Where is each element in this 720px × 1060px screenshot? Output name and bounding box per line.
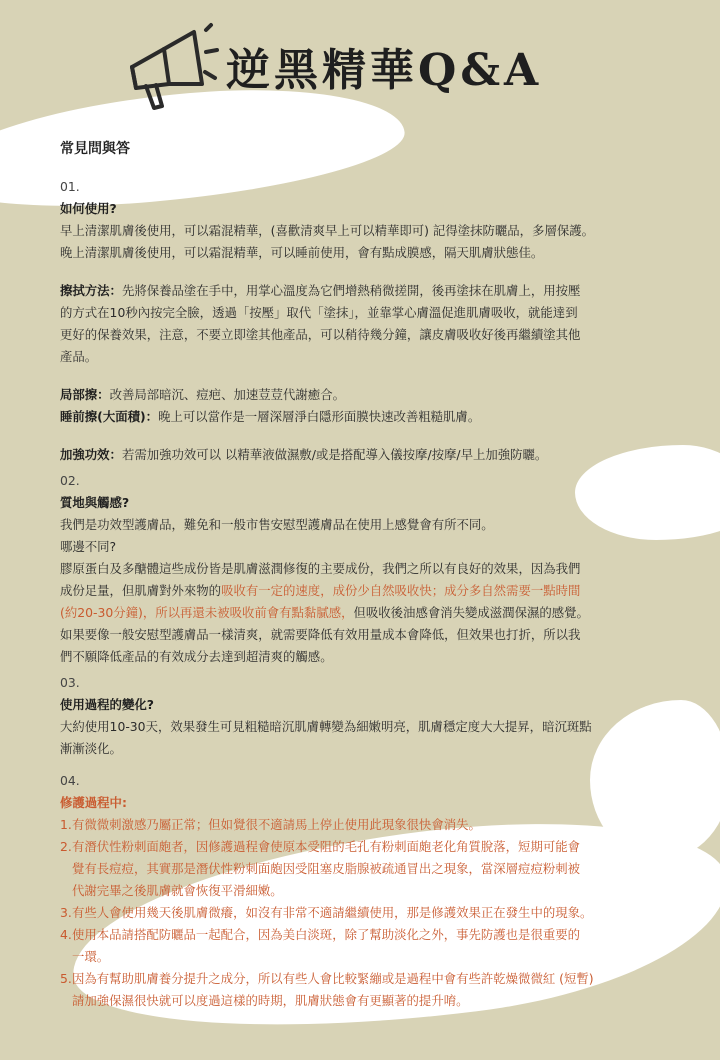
page-header xyxy=(118,22,638,122)
megaphone-icon xyxy=(118,22,223,117)
body-line: 們不願降低產品的有效成分去達到超清爽的觸感。 xyxy=(60,649,333,664)
list-line: 有潛伏性粉刺面皰者，因修護過程會使原本受阻的毛孔有粉刺面皰老化角質脫落，短期可能會 xyxy=(72,839,581,854)
body-line: 膠原蛋白及多醣體這些成份皆是肌膚滋潤修復的主要成份，我們之所以有良好的效果，因為我們 xyxy=(60,561,581,576)
list-item xyxy=(60,924,680,968)
list-line: 請加強保濕很快就可以度過這樣的時期，肌膚狀態會有更顯著的提升唷。 xyxy=(72,993,469,1008)
body-line: 漸漸淡化。 xyxy=(60,741,122,756)
list-index: 1. xyxy=(60,817,72,832)
section-number: 01. xyxy=(60,179,80,194)
list-item xyxy=(60,968,680,1012)
local-paragraph xyxy=(60,384,680,406)
list-line: 覺有長痘痘，其實那是潛伏性粉刺面皰因受阻塞皮脂腺被疏通冒出之現象，當深層痘痘粉刺被 xyxy=(72,861,581,876)
list-index: 5. xyxy=(60,971,72,986)
method-line: 的方式在10秒內按完全臉，透過「按壓」取代「塗抹」，並靠掌心膚溫促進肌膚吸收，就能達到 xyxy=(60,305,578,320)
boost-label: 加強功效： xyxy=(60,447,122,462)
list-line: 使用本品請搭配防曬品一起配合，因為美白淡斑，除了幫助淡化之外，事先防護也是很重要的 xyxy=(72,927,581,942)
list-text xyxy=(72,924,680,968)
section-title: 修護過程中: xyxy=(60,795,127,810)
spacer xyxy=(60,428,680,444)
list-text xyxy=(72,968,680,1012)
body-text: 成份足量，但肌膚對外來物的 xyxy=(60,583,222,598)
method-line: 更好的保養效果，注意，不要立即塗其他產品，可以稍待幾分鐘，讓皮膚吸收好後再繼續塗其他 xyxy=(60,327,581,342)
list-index: 2. xyxy=(60,839,72,854)
highlight-text: (約20-30分鐘)，所以再還未被吸收前會有點黏膩感， xyxy=(60,605,354,620)
body-line: 大約使用10-30天，效果發生可見粗糙暗沉肌膚轉變為細嫩明亮，肌膚穩定度大大提昇，暗沉斑點 xyxy=(60,719,592,734)
section-02 xyxy=(60,470,680,668)
spacer xyxy=(60,368,680,384)
section-question: 如何使用? xyxy=(60,201,117,216)
highlight-text: 吸收有一定的速度，成份少自然吸收快；成分多自然需要一點時間 xyxy=(221,583,581,598)
list-text xyxy=(72,902,680,924)
list-item xyxy=(60,814,680,836)
local-label: 局部擦： xyxy=(60,387,110,402)
list-line: 一環。 xyxy=(72,949,110,964)
body-line: 晚上清潔肌膚後使用，可以霜混精華，可以睡前使用，會有點成膜感，隔天肌膚狀態佳。 xyxy=(60,245,544,260)
section-question: 使用過程的變化? xyxy=(60,697,154,712)
list-text xyxy=(72,814,680,836)
night-label: 睡前擦(大面積)： xyxy=(60,409,159,424)
list-line: 代謝完畢之後肌膚就會恢復平滑細嫩。 xyxy=(72,883,283,898)
section-number: 02. xyxy=(60,473,80,488)
section-question: 質地與觸感? xyxy=(60,495,130,510)
section-number: 03. xyxy=(60,675,80,690)
night-text: 晚上可以當作是一層深層淨白隱形面膜快速改善粗糙肌膚。 xyxy=(158,409,481,424)
boost-text: 若需加強功效可以 以精華液做濕敷/或是搭配導入儀按摩/按摩/早上加強防曬。 xyxy=(121,447,548,462)
method-paragraph xyxy=(60,280,680,368)
method-line: 產品。 xyxy=(60,349,98,364)
list-line: 有微微刺激感乃屬正常；但如覺很不適請馬上停止使用此現象很快會消失。 xyxy=(72,817,481,832)
section-03 xyxy=(60,672,680,760)
body-line: 早上清潔肌膚後使用，可以霜混精華，(喜歡清爽早上可以精華即可) 記得塗抹防曬品，多層保護。 xyxy=(60,223,595,238)
section-number: 04. xyxy=(60,773,80,788)
mixed-line xyxy=(60,580,680,602)
method-line: 先將保養品塗在手中，用掌心溫度為它們增熱稍微搓開，後再塗抹在肌膚上，用按壓 xyxy=(121,283,581,298)
list-index: 4. xyxy=(60,927,72,942)
repair-list xyxy=(60,814,680,1012)
local-text: 改善局部暗沉、痘疤、加速荳荳代謝癒合。 xyxy=(109,387,345,402)
spacer xyxy=(60,264,680,280)
list-text xyxy=(72,836,680,902)
body-line: 如果要像一般安慰型護膚品一樣清爽，就需要降低有效用量成本會降低，但效果也打折，所以我 xyxy=(60,627,581,642)
boost-paragraph xyxy=(60,444,680,466)
night-paragraph xyxy=(60,406,680,428)
method-label: 擦拭方法： xyxy=(60,283,122,298)
list-item xyxy=(60,836,680,902)
body-line: 我們是功效型護膚品，難免和一般市售安慰型護膚品在使用上感覺會有所不同。 xyxy=(60,517,494,532)
mixed-line xyxy=(60,602,680,624)
list-line: 因為有幫助肌膚養分提升之成分，所以有些人會比較緊繃或是過程中會有些許乾燥微微紅 (短暫) xyxy=(72,971,594,986)
list-item xyxy=(60,902,680,924)
body-line: 哪邊不同? xyxy=(60,539,117,554)
section-01 xyxy=(60,176,680,466)
body-text: 但吸收後油感會消失變成滋潤保濕的感覺。 xyxy=(353,605,589,620)
list-line: 有些人會使用幾天後肌膚微癢，如沒有非常不適請繼續使用，那是修護效果正在發生中的現象。 xyxy=(72,905,593,920)
list-index: 3. xyxy=(60,905,72,920)
page-title: 逆黑精華Q&A xyxy=(226,45,543,96)
section-04 xyxy=(60,770,680,1012)
page-subtitle: 常見問與答 xyxy=(60,141,130,157)
